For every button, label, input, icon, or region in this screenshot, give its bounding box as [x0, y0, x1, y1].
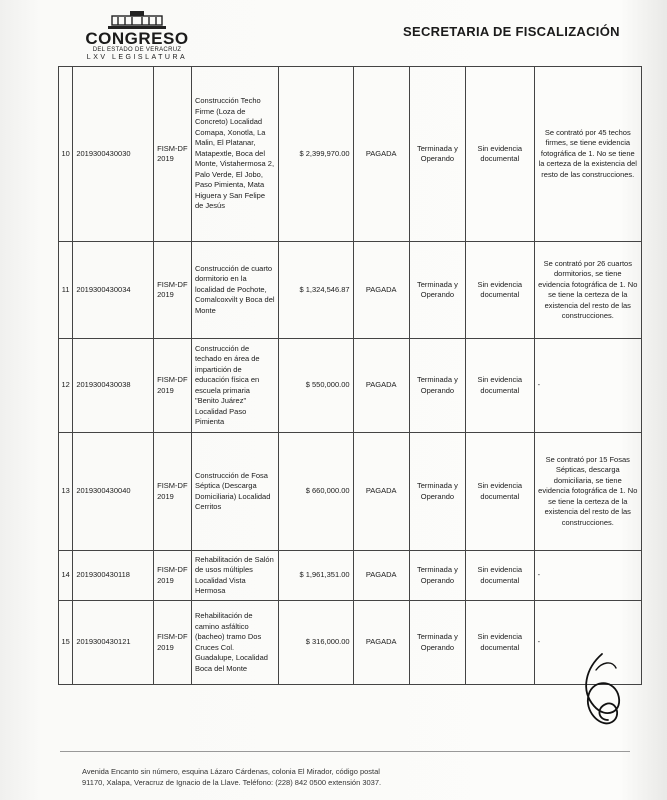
table-row — [59, 601, 642, 685]
row-number: 14 — [59, 551, 73, 601]
table-row — [59, 551, 642, 601]
row-number: 10 — [59, 67, 73, 242]
row-amount: $ 1,961,351.00 — [278, 551, 353, 601]
row-fund: FISM-DF 2019 — [154, 339, 192, 433]
table-row — [59, 433, 642, 551]
footer-line-1: Avenida Encanto sin número, esquina Lázaro Cárdenas, colonia El Mirador, código postal — [82, 767, 380, 776]
row-evidence: Sin evidencia documental — [466, 433, 535, 551]
row-status: PAGADA — [353, 67, 409, 242]
logo-main-text: CONGRESO — [85, 29, 189, 48]
row-number: 12 — [59, 339, 73, 433]
row-number: 15 — [59, 601, 73, 685]
page-title: SECRETARIA DE FISCALIZACIÓN — [403, 24, 620, 39]
row-folio: 2019300430030 — [73, 67, 154, 242]
row-condition: Terminada y Operando — [409, 433, 465, 551]
row-fund: FISM-DF 2019 — [154, 67, 192, 242]
building-icon — [106, 10, 168, 30]
row-condition: Terminada y Operando — [409, 242, 465, 339]
row-observation: Se contrató por 26 cuartos dormitorios, se tiene evidencia fotográfica de 1. No se tiene la certeza de la existencia del resto de las construcciones. — [534, 242, 641, 339]
row-observation: Se contrató por 15 Fosas Sépticas, descarga domiciliaria, se tiene evidencia fotográfica de 1. No se tiene la certeza de la existencia del resto de las construcciones. — [534, 433, 641, 551]
row-folio: 2019300430038 — [73, 339, 154, 433]
row-observation: - — [534, 551, 641, 601]
footer-address — [82, 766, 422, 788]
row-description: Construcción Techo Firme (Loza de Concreto) Localidad Comapa, Xonotla, La Malin, El Platanar, Matapextle, Boca del Monte, Vistahermosa 2, Palo Verde, El Jobo, Paso Pimienta, Mata Higuera y San Felipe de Jesús — [191, 67, 278, 242]
row-folio: 2019300430121 — [73, 601, 154, 685]
row-description: Construcción de Fosa Séptica (Descarga Domiciliaria) Localidad Cerritos — [191, 433, 278, 551]
row-number: 11 — [59, 242, 73, 339]
table-row — [59, 67, 642, 242]
row-status: PAGADA — [353, 433, 409, 551]
congress-logo — [78, 10, 196, 72]
row-evidence: Sin evidencia documental — [466, 242, 535, 339]
row-fund: FISM-DF 2019 — [154, 551, 192, 601]
footer-divider — [60, 751, 630, 752]
row-amount: $ 2,399,970.00 — [278, 67, 353, 242]
row-description: Rehabilitación de camino asfáltico (bacheo) tramo Dos Cruces Col. Guadalupe, Localidad Boca del Monte — [191, 601, 278, 685]
row-amount: $ 550,000.00 — [278, 339, 353, 433]
row-fund: FISM-DF 2019 — [154, 433, 192, 551]
row-evidence: Sin evidencia documental — [466, 67, 535, 242]
row-status: PAGADA — [353, 242, 409, 339]
row-condition: Terminada y Operando — [409, 67, 465, 242]
logo-sub-text: DEL ESTADO DE VERACRUZ — [92, 47, 182, 53]
row-condition: Terminada y Operando — [409, 339, 465, 433]
row-amount: $ 660,000.00 — [278, 433, 353, 551]
row-observation: - — [534, 601, 641, 685]
row-description: Construcción de cuarto dormitorio en la localidad de Pochote, Comalcoxvilt y Boca del Monte — [191, 242, 278, 339]
row-evidence: Sin evidencia documental — [466, 551, 535, 601]
row-evidence: Sin evidencia documental — [466, 339, 535, 433]
handwritten-signature — [572, 650, 632, 730]
row-folio: 2019300430118 — [73, 551, 154, 601]
row-description: Rehabilitación de Salón de usos múltiples Localidad Vista Hermosa — [191, 551, 278, 601]
row-status: PAGADA — [353, 339, 409, 433]
row-amount: $ 1,324,546.87 — [278, 242, 353, 339]
row-folio: 2019300430040 — [73, 433, 154, 551]
row-observation: Se contrató por 45 techos firmes, se tiene evidencia fotográfica de 1. No se tiene la certeza de la existencia del resto de las construcciones. — [534, 67, 641, 242]
row-description: Construcción de techado en área de impartición de educación física en escuela primaria "Benito Juárez" Localidad Paso Pimienta — [191, 339, 278, 433]
logo-legislature-text: LXV LEGISLATURA — [86, 54, 188, 61]
row-observation: - — [534, 339, 641, 433]
row-fund: FISM-DF 2019 — [154, 242, 192, 339]
table-row — [59, 242, 642, 339]
row-status: PAGADA — [353, 601, 409, 685]
row-folio: 2019300430034 — [73, 242, 154, 339]
row-status: PAGADA — [353, 551, 409, 601]
row-amount: $ 316,000.00 — [278, 601, 353, 685]
works-table — [58, 66, 642, 685]
footer-line-2: 91170, Xalapa, Veracruz de Ignacio de la Llave. Teléfono: (228) 842 0500 extensión 3037. — [82, 778, 382, 787]
row-condition: Terminada y Operando — [409, 551, 465, 601]
row-number: 13 — [59, 433, 73, 551]
row-fund: FISM-DF 2019 — [154, 601, 192, 685]
row-evidence: Sin evidencia documental — [466, 601, 535, 685]
row-condition: Terminada y Operando — [409, 601, 465, 685]
table-row — [59, 339, 642, 433]
